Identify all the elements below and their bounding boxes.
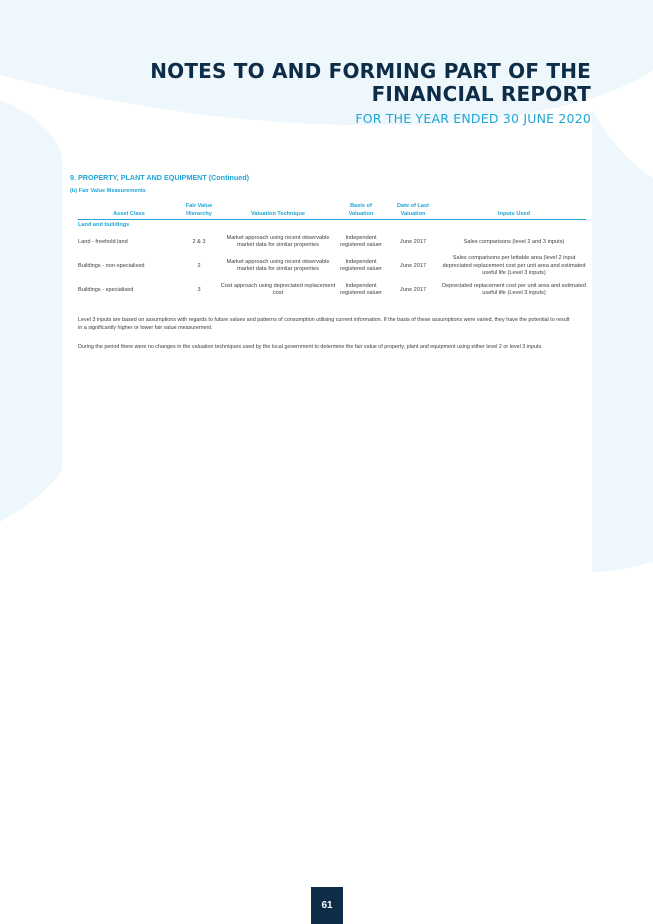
table-group-row: [78, 220, 586, 233]
cell-date: June 2017: [399, 262, 427, 269]
cell-date: June 2017: [399, 286, 427, 293]
cell-asset-class: Buildings - specialised: [78, 286, 134, 293]
cell-technique: Cost approach using depreciated replacement cost: [220, 282, 336, 297]
title-line-1: NOTES TO AND FORMING PART OF THE: [150, 59, 591, 83]
cell-inputs: Depreciated replacement cost per unit area and estimated useful life (Level 3 inputs): [442, 282, 586, 297]
cell-basis: Independent registered valuer: [340, 258, 382, 273]
header-asset-class: Asset Class: [78, 203, 180, 220]
cell-hierarchy: 3: [197, 286, 201, 293]
header-inputs: Inputs Used: [442, 203, 586, 220]
cell-basis: Independent registered valuer: [340, 234, 382, 249]
cell-asset-class: Land - freehold land: [78, 238, 128, 245]
group-label: Land and buildings: [78, 222, 130, 229]
sub-heading: (b) Fair Value Measurements: [70, 188, 146, 194]
header-hierarchy: Fair Value Hierarchy: [180, 203, 218, 220]
table-header-row: [78, 203, 586, 220]
fair-value-table: [78, 203, 586, 301]
paragraph-level3-inputs: Level 3 inputs are based on assumptions with regards to future values and patterns of consumption utilising current information. If the basis of these assumptions were varied, they have the potential to result in a significantly higher or lower fair value measurement.: [78, 317, 570, 331]
page-number-box: [311, 887, 343, 924]
header-technique: Valuation Technique: [218, 203, 338, 220]
cell-technique: Market approach using recent observable market data for similar properties: [226, 258, 330, 273]
page-subtitle: FOR THE YEAR ENDED 30 JUNE 2020: [355, 111, 591, 126]
cell-hierarchy: 2: [197, 262, 201, 269]
table-row: [78, 253, 586, 281]
header-date: Date of Last Valuation: [384, 203, 442, 220]
cell-technique: Market approach using recent observable market data for similar properties: [226, 234, 330, 249]
table-row: [78, 281, 586, 301]
page-title: [150, 60, 591, 106]
header-basis: Basis of Valuation: [338, 203, 384, 220]
paragraph-valuation-changes: During the period there were no changes in the valuation techniques used by the local government to determine the fair value of property, plant and equipment using either level 2 or level 3 inputs.: [78, 344, 543, 350]
cell-hierarchy: 2 & 3: [192, 238, 206, 245]
cell-date: June 2017: [399, 238, 427, 245]
table-row: [78, 233, 586, 253]
page-number: 61: [321, 900, 333, 911]
cell-inputs: Sales comparisons per lettable area (level 2 input depreciated replacement cost per unit area and estimated useful life (Level 3 inputs): [442, 254, 586, 277]
title-line-2: FINANCIAL REPORT: [371, 82, 591, 106]
cell-asset-class: Buildings - non-specialised: [78, 262, 145, 269]
cell-basis: Independent registered valuer: [340, 282, 382, 297]
cell-inputs: Sales comparisons (level 2 and 3 inputs): [463, 238, 565, 245]
section-heading: 9. PROPERTY, PLANT AND EQUIPMENT (Continued): [70, 173, 250, 182]
